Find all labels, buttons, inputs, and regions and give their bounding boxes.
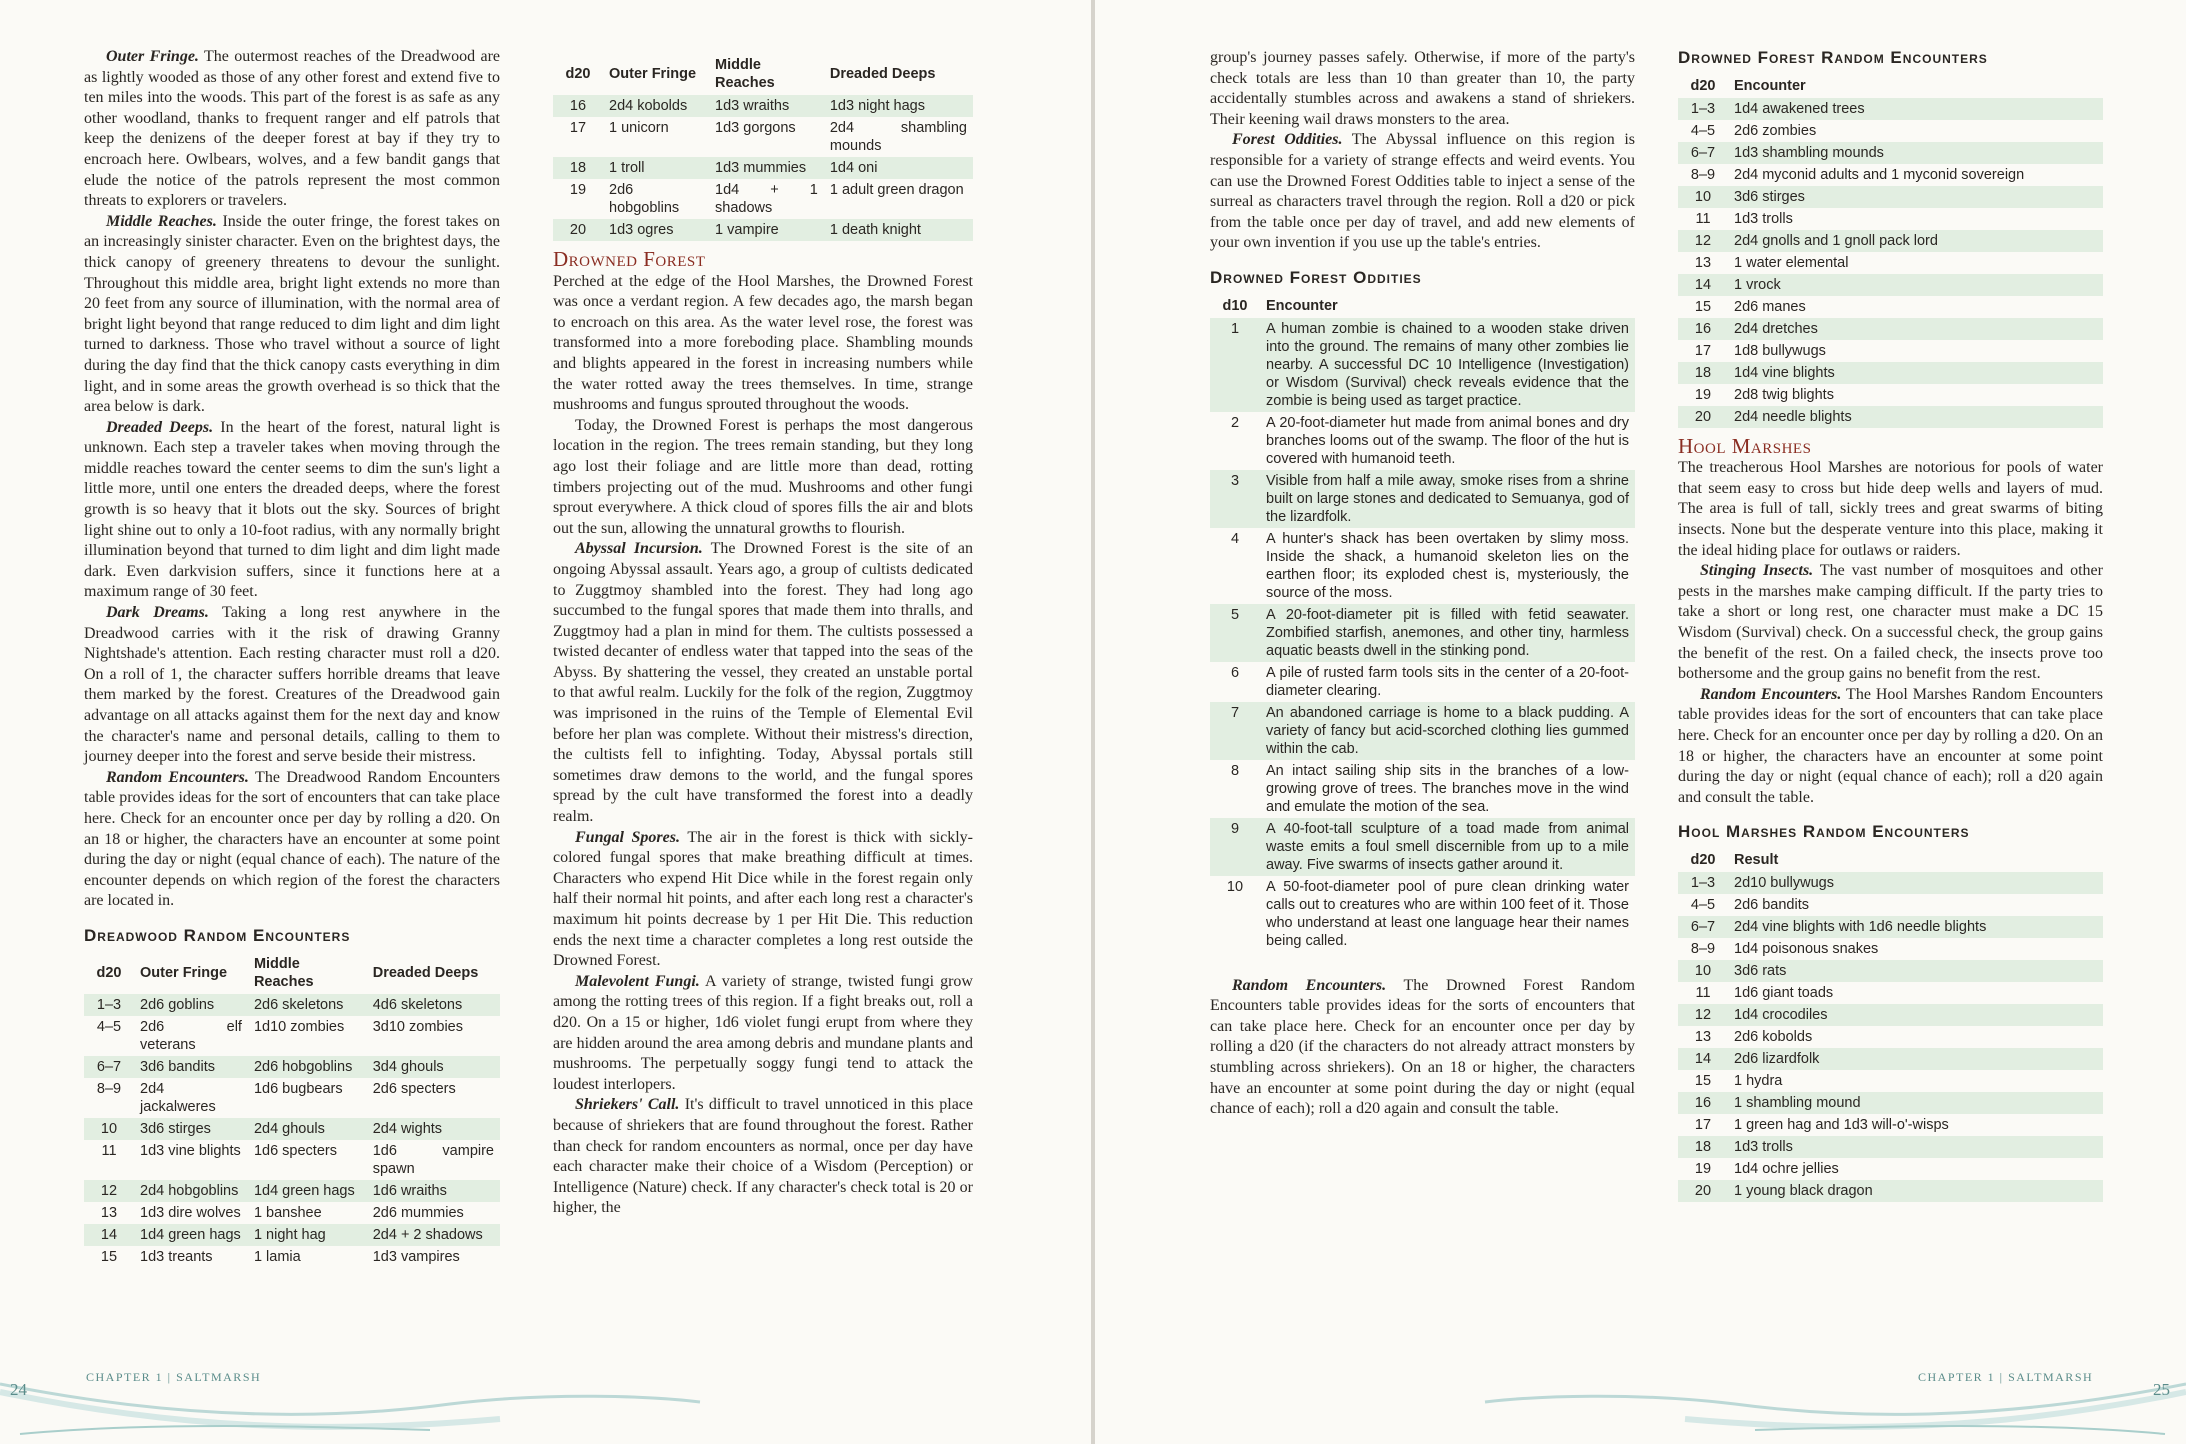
table-row bbox=[1678, 1158, 2103, 1180]
table-row bbox=[1678, 1026, 2103, 1048]
table-cell: 1–3 bbox=[84, 994, 134, 1016]
table-title: Dreadwood Random Encounters bbox=[84, 925, 351, 945]
table-header-cell: d20 bbox=[565, 66, 591, 82]
table-title: Drowned Forest Oddities bbox=[1210, 267, 1422, 287]
table-cell: An abandoned carriage is home to a black pudding. A variety of fancy but acid-scorched clothing lies gummed within the cab. bbox=[1260, 702, 1635, 760]
table-header-cell: Middle Reaches bbox=[253, 955, 314, 990]
table-cell: 2d6 skeletons bbox=[248, 994, 367, 1016]
table-cell: 3d10 zombies bbox=[372, 1018, 463, 1035]
table-row bbox=[553, 219, 973, 241]
table-row bbox=[1210, 412, 1635, 470]
table-cell: 15 bbox=[1694, 1072, 1712, 1089]
paragraph-text: Today, the Drowned Forest is perhaps the most dangerous location in the region. The trees remain standing, but they long ago lost their foliage and are little more than dead, rotting timbers projecting out of the mud. Mushrooms and other fungi sprout everywhere. A thick cloud of spores fills the air and blots out the sun, allowing the unnatural growths to flourish. bbox=[553, 416, 973, 537]
table-cell: 2d4 dretches bbox=[1728, 318, 2103, 340]
run-in-heading: Random Encounters. bbox=[106, 768, 249, 786]
table-row bbox=[1678, 274, 2103, 296]
paragraph bbox=[84, 47, 500, 212]
paragraph bbox=[84, 212, 500, 418]
table-cell: 10 bbox=[84, 1118, 134, 1140]
table-row bbox=[1678, 1070, 2103, 1092]
paragraph bbox=[553, 539, 973, 827]
table-cell: A 20-foot-diameter pit is filled with fetid seawater. Zombified starfish, anemones, and other tiny, harmless aquatic beasts dwell in the stinking pond. bbox=[1260, 604, 1635, 662]
table-cell: 1 lamia bbox=[253, 1248, 301, 1265]
table-row bbox=[84, 1118, 500, 1140]
footer-wave-decoration bbox=[0, 1334, 1091, 1444]
run-in-heading: Malevolent Fungi. bbox=[575, 972, 700, 990]
table-cell: 12 bbox=[1678, 230, 1728, 252]
paragraph bbox=[553, 272, 973, 416]
table-cell: 8–9 bbox=[96, 1080, 122, 1097]
table-cell: 1–3 bbox=[1678, 98, 1728, 120]
table-row bbox=[1678, 384, 2103, 406]
table-row bbox=[553, 117, 973, 157]
table-cell: An intact sailing ship sits in the branches of a low-growing grove of trees. The branches move in the wind and emulate the motion of the sea. bbox=[1266, 762, 1629, 815]
table-cell: A 50-foot-diameter pool of pure clean drinking water calls out to creatures who are within 100 feet of it. Those who understand at least one language hear their names being called. bbox=[1266, 878, 1629, 949]
table-cell: 3d6 stirges bbox=[134, 1118, 248, 1140]
table-row bbox=[1210, 818, 1635, 876]
table-cell: 1d6 bugbears bbox=[253, 1080, 343, 1097]
table-header-cell: Dreaded Deeps bbox=[372, 964, 479, 981]
table-cell: 13 bbox=[1694, 254, 1712, 271]
table-cell: 6–7 bbox=[1678, 916, 1728, 938]
table-cell: 8 bbox=[1230, 762, 1240, 779]
table-row bbox=[1678, 252, 2103, 274]
table-cell: 1 green hag and 1d3 will-o'-wisps bbox=[1734, 1116, 1949, 1133]
table-row bbox=[1210, 604, 1635, 662]
table-cell: 1 night hag bbox=[248, 1224, 367, 1246]
table-cell: 1d4 + 1 shadows bbox=[715, 182, 818, 216]
paragraph-text: The air in the forest is thick with sickly-colored fungal spores that make breathing difficult at times. Characters who expend Hit Dice while in the forest regain only half their normal hit points, and after each long rest a character's maximum hit points decrease by 1 per Hit Die. This reduction ends the next time a character completes a long rest outside the Drowned Forest. bbox=[553, 828, 974, 970]
table-header-cell: d20 bbox=[96, 964, 122, 981]
table-cell: 2d8 twig blights bbox=[1734, 386, 1834, 403]
paragraph-text: The Hool Marshes Random Encounters table provides ideas for the sort of encounters that can take place here. Check for an encounter once per day by rolling a d20. On an 18 or higher, the characters have an encounter at some point during the day or night (equal chance of each); roll a d20 again and consult the table. bbox=[1678, 685, 2104, 806]
table-row bbox=[1210, 318, 1635, 412]
section-title: Hool Marshes bbox=[1678, 433, 1812, 458]
footer-chapter: CHAPTER 1 | SALTMARSH bbox=[1918, 1370, 2094, 1384]
table-row bbox=[1210, 662, 1635, 702]
paragraph-text: In the heart of the forest, natural light is unknown. Each step a traveler takes when moving through the middle reaches toward the center seems to dim the sun's light a little more, until one enters the dreaded deeps, where the forest growth is so heavy that it blots out the sky. Sources of bright light shine out to only a 10-foot radius, with any normally bright illumination beyond that turned to dim light and dim light made dark. Even darkvision suffers, since it functions here at a maximum range of 30 feet. bbox=[84, 418, 501, 601]
table-title: Hool Marshes Random Encounters bbox=[1678, 822, 1970, 842]
table-row bbox=[1678, 1004, 2103, 1026]
table-cell: 14 bbox=[1678, 274, 1728, 296]
table-cell: 1d6 vampire spawn bbox=[372, 1142, 494, 1177]
paragraph-text: It's difficult to travel unnoticed in this place because of shriekers that are found throughout the forest. Rather than check for random encounters as normal, once per day have each character make their choice of a Wisdom (Perception) or Intelligence (Nature) check. If any character's check total is 20 or higher, the bbox=[553, 1096, 974, 1217]
table-row bbox=[84, 1056, 500, 1078]
table-row bbox=[84, 1078, 500, 1118]
table-row bbox=[1210, 876, 1635, 952]
table-header-cell: Dreaded Deeps bbox=[829, 66, 936, 82]
page-number: 24 bbox=[10, 1380, 27, 1399]
run-in-heading: Shriekers' Call. bbox=[575, 1096, 680, 1114]
table-cell: 1d3 treants bbox=[140, 1248, 213, 1265]
table-cell: 1d8 bullywugs bbox=[1734, 342, 1826, 359]
table-cell: 1d3 shambling mounds bbox=[1728, 142, 2103, 164]
table-cell: 1 hydra bbox=[1734, 1072, 1783, 1089]
run-in-heading: Middle Reaches. bbox=[106, 212, 217, 230]
table-cell: 1d6 giant toads bbox=[1734, 984, 1834, 1001]
table-row bbox=[84, 1016, 500, 1056]
table-cell: 2d4 ghouls bbox=[248, 1118, 367, 1140]
table-cell: 6 bbox=[1230, 664, 1240, 681]
table-header-cell: Outer Fringe bbox=[140, 964, 228, 981]
table-cell: 16 bbox=[1678, 318, 1728, 340]
dreadwood-encounters-table bbox=[84, 953, 500, 1268]
table-cell: 1d3 vampires bbox=[372, 1248, 460, 1265]
paragraph bbox=[1678, 685, 2103, 809]
table-row bbox=[1678, 872, 2103, 894]
hool-marshes-encounters-table bbox=[1678, 849, 2103, 1202]
paragraph-text: Perched at the edge of the Hool Marshes, the Drowned Forest was once a verdant region. A few decades ago, the marsh began to encroach on this area. As the water level rose, the forest was transformed into a more foreboding place. Shambling mounds and blights appeared in the forest in increasing numbers while the water rotted away the trees themselves. In time, strange mushrooms and fungus sprouted throughout the woods. bbox=[553, 272, 973, 414]
table-row bbox=[1210, 702, 1635, 760]
table-cell: 7 bbox=[1210, 702, 1260, 760]
table-cell: 18 bbox=[1678, 1136, 1728, 1158]
section-title: Drowned Forest bbox=[553, 247, 706, 271]
right-column-2 bbox=[1678, 48, 2103, 1202]
table-cell: 1d3 ogres bbox=[603, 219, 709, 241]
run-in-heading: Stinging Insects. bbox=[1700, 562, 1814, 580]
paragraph-text: A variety of strange, twisted fungi grow among the rotting trees of this region. If a fight breaks out, roll a d20. On a 15 or higher, 1d6 violet fungi erupt from where they are hidden around the area among debris and mundane plants and mushrooms. The perpetually soggy fungi tend to attack the loudest interlopers. bbox=[553, 972, 973, 1093]
run-in-heading: Fungal Spores. bbox=[575, 828, 680, 846]
table-row bbox=[1678, 208, 2103, 230]
table-header-row bbox=[1210, 295, 1635, 318]
table-row bbox=[1678, 230, 2103, 252]
table-cell: 1d3 night hags bbox=[824, 95, 973, 117]
table-header-cell: Encounter bbox=[1266, 297, 1338, 314]
table-cell: 2d4 jackalweres bbox=[140, 1080, 216, 1115]
table-header-cell: d10 bbox=[1222, 297, 1248, 314]
paragraph-text: The Abyssal influence on this region is responsible for a variety of strange effects and weird events. You can use the Drowned Forest Oddities table to inject a sense of the surreal as characters travel through the region. Roll a d20 or pick from the table once per day of travel, and add new elements of your own invention if you use up the table's entries. bbox=[1210, 131, 1636, 252]
table-row bbox=[84, 1180, 500, 1202]
table-header-row bbox=[1678, 75, 2103, 98]
paragraph bbox=[1210, 976, 1635, 1120]
run-in-heading: Outer Fringe. bbox=[106, 48, 199, 65]
table-cell: 1d3 wraiths bbox=[709, 95, 824, 117]
table-cell: 19 bbox=[1694, 1160, 1712, 1177]
table-cell: 1d3 trolls bbox=[1728, 1136, 2103, 1158]
table-cell: 14 bbox=[1678, 1048, 1728, 1070]
table-cell: 13 bbox=[100, 1204, 118, 1221]
left-page bbox=[0, 0, 1091, 1444]
table-cell: 1d3 dire wolves bbox=[140, 1204, 241, 1221]
table-row bbox=[1678, 296, 2103, 318]
footer-wave-decoration bbox=[1095, 1334, 2186, 1444]
table-cell: A pile of rusted farm tools sits in the center of a 20-foot-diameter clearing. bbox=[1266, 664, 1629, 699]
table-cell: 2d4 gnolls and 1 gnoll pack lord bbox=[1728, 230, 2103, 252]
table-header-cell: Middle Reaches bbox=[715, 57, 775, 91]
table-cell: 1d4 vine blights bbox=[1728, 362, 2103, 384]
table-cell: 8–9 bbox=[1690, 940, 1716, 957]
table-row bbox=[553, 157, 973, 179]
table-cell: 15 bbox=[1694, 298, 1712, 315]
table-cell: 1 death knight bbox=[824, 219, 973, 241]
left-column-2 bbox=[553, 54, 973, 1219]
left-column-1 bbox=[84, 47, 500, 1268]
paragraph bbox=[553, 1095, 973, 1219]
table-cell: 19 bbox=[1694, 386, 1712, 403]
dreadwood-encounters-table-cont bbox=[553, 54, 973, 241]
table-cell: A 40-foot-tall sculpture of a toad made from animal waste emits a foul smell discernible from up to a mile away. Five swarms of insects gather around it. bbox=[1260, 818, 1635, 876]
table-cell: 2d6 hobgoblins bbox=[609, 182, 680, 216]
page-number: 25 bbox=[2153, 1380, 2170, 1399]
footer-chapter: CHAPTER 1 | SALTMARSH bbox=[86, 1370, 262, 1384]
table-cell: 1d4 crocodiles bbox=[1728, 1004, 2103, 1026]
paragraph bbox=[84, 418, 500, 603]
table-cell: 1d10 zombies bbox=[253, 1018, 345, 1035]
table-cell: 20 bbox=[1678, 406, 1728, 428]
table-cell: 2d6 zombies bbox=[1734, 122, 1817, 139]
table-cell: A hunter's shack has been overtaken by slimy moss. Inside the shack, a humanoid skeleton lies on the earthen floor; its exploded chest is, mysteriously, the source of the moss. bbox=[1266, 530, 1629, 601]
table-cell: 10 bbox=[1678, 186, 1728, 208]
table-cell: 6–7 bbox=[1678, 142, 1728, 164]
table-cell: 1d3 mummies bbox=[709, 157, 824, 179]
paragraph bbox=[84, 603, 500, 768]
table-row bbox=[1678, 318, 2103, 340]
paragraph-text: The treacherous Hool Marshes are notorious for pools of water that seem easy to cross but hide deep wells and layers of mud. The area is full of tall, sickly trees and great swarms of biting insects. None but the desperate venture into this place, making it the ideal hiding place for outlaws or raiders. bbox=[1678, 459, 2103, 559]
paragraph-text: The Dreadwood Random Encounters table provides ideas for the sort of encounters that can take place here. Check for an encounter once per day by rolling a d20. On an 18 or higher, the characters have an encounter at some point during the day or night (equal chance of each). The nature of the encounter depends on which region of the forest the characters are located in. bbox=[84, 768, 501, 910]
oddities-table bbox=[1210, 295, 1635, 952]
table-cell: 10 bbox=[1226, 878, 1244, 895]
table-cell: 1 bbox=[1210, 318, 1260, 412]
table-cell: 5 bbox=[1210, 604, 1260, 662]
table-row bbox=[1678, 1136, 2103, 1158]
table-cell: Visible from half a mile away, smoke rises from a shrine built on large stones and dedicated to Semuanya, god of the lizardfolk. bbox=[1260, 470, 1635, 528]
table-header-cell: Encounter bbox=[1734, 77, 1806, 94]
paragraph bbox=[553, 972, 973, 1096]
table-cell: 2d10 bullywugs bbox=[1728, 872, 2103, 894]
paragraph-text: The Drowned Forest Random Encounters table provides ideas for the sorts of encounters that can take place here. Check for an encounter once per day by rolling a d20 (if the characters do not already attract monsters by stumbling across shriekers). On an 18 or higher, the characters have an encounter at some point during the day or night (equal chance of each); roll a d20 again and consult the table. bbox=[1210, 976, 1635, 1118]
table-row bbox=[1678, 916, 2103, 938]
table-row bbox=[1678, 982, 2103, 1004]
table-cell: 2d6 bandits bbox=[1734, 896, 1809, 913]
run-in-heading: Dreaded Deeps. bbox=[106, 418, 214, 436]
run-in-heading: Random Encounters. bbox=[1232, 976, 1387, 994]
table-cell: 1 banshee bbox=[253, 1204, 322, 1221]
table-row bbox=[1678, 362, 2103, 384]
table-cell: 20 bbox=[553, 219, 603, 241]
paragraph-text: Taking a long rest anywhere in the Dreadwood carries with it the risk of drawing Granny Nightshade's attention. Each resting character must roll a d20. On a roll of 1, the character suffers horrible dreams that leave them marked by the forest. Creatures of the Dreadwood gain advantage on all attacks against them for the next day and know the character's name and personal details, calling to them to journey deeper into the forest and serve beside their mistress. bbox=[84, 604, 500, 766]
table-cell: A human zombie is chained to a wooden stake driven into the ground. The remains of many other zombies lie nearby. A successful DC 10 Intelligence (Investigation) or Wisdom (Survival) check reveals evidence that the zombie is being used as target practice. bbox=[1260, 318, 1635, 412]
table-row bbox=[84, 1202, 500, 1224]
table-cell: 17 bbox=[569, 120, 587, 136]
table-cell: 2d4 hobgoblins bbox=[134, 1180, 248, 1202]
table-row bbox=[553, 95, 973, 117]
table-cell: 1 vrock bbox=[1728, 274, 2103, 296]
table-cell: 19 bbox=[569, 182, 587, 198]
table-header-cell: Result bbox=[1734, 851, 1779, 868]
paragraph bbox=[1678, 561, 2103, 685]
paragraph-text: The Drowned Forest is the site of an ongoing Abyssal assault. Years ago, a group of cultists dedicated to Zuggtmoy shambled into the forest. They had long ago succumbed to the fungal spores that made them into thralls, and Zuggtmoy had a plan in mind for them. The cultists possessed a twisted decanter of endless water that tapped into the seas of the Abyss. By shattering the vessel, they created an unstable portal to that awful realm. Luckily for the folk of the region, Zuggtmoy was imprisoned in the ruins of the Temple of Elemental Evil before her plan was complete. Without their mistress's direction, the cultists fell to infighting. Today, Abyssal portals still sometimes draw demons to the world, and the fungal spores spread by the cult have transformed the forest into a deadly realm. bbox=[553, 540, 973, 826]
table-row bbox=[1210, 470, 1635, 528]
table-cell: 4–5 bbox=[96, 1018, 122, 1035]
table-cell: 2d4 kobolds bbox=[603, 95, 709, 117]
table-cell: 13 bbox=[1694, 1028, 1712, 1045]
run-in-heading: Abyssal Incursion. bbox=[575, 540, 703, 558]
drowned-forest-encounters-table bbox=[1678, 75, 2103, 428]
table-header-row bbox=[553, 54, 973, 95]
table-cell: 2d6 specters bbox=[372, 1080, 456, 1097]
table-cell: 1 unicorn bbox=[609, 120, 669, 136]
table-cell: 20 bbox=[1678, 1180, 1728, 1202]
table-row bbox=[1678, 938, 2103, 960]
spacer bbox=[1210, 952, 1635, 976]
table-cell: 1d6 wraiths bbox=[367, 1180, 500, 1202]
table-header-cell: d20 bbox=[1690, 77, 1716, 94]
table-cell: 2d6 elf veterans bbox=[140, 1018, 242, 1053]
run-in-heading: Forest Oddities. bbox=[1232, 131, 1343, 149]
table-cell: 4d6 skeletons bbox=[367, 994, 500, 1016]
paragraph bbox=[1678, 458, 2103, 561]
paragraph-text: The vast number of mosquitoes and other pests in the marshes make camping difficult. If the party tries to take a short or long rest, one character must make a DC 15 Wisdom (Survival) check. On a successful check, the group gains the benefit of the rest. On a failed check, the insects prove too bothersome and the group gains no benefit from the rest. bbox=[1678, 562, 2103, 683]
table-header-row bbox=[1678, 849, 2103, 872]
table-cell: 14 bbox=[84, 1224, 134, 1246]
run-in-heading: Random Encounters. bbox=[1700, 685, 1842, 703]
paragraph bbox=[84, 768, 500, 912]
table-cell: 1d3 vine blights bbox=[140, 1142, 241, 1159]
table-header-row bbox=[84, 953, 500, 994]
table-cell: 3d6 bandits bbox=[134, 1056, 248, 1078]
table-cell: 1d4 green hags bbox=[248, 1180, 367, 1202]
table-cell: 18 bbox=[1678, 362, 1728, 384]
table-cell: 1 water elemental bbox=[1734, 254, 1849, 271]
table-cell: 1 vampire bbox=[709, 219, 824, 241]
table-cell: 16 bbox=[553, 95, 603, 117]
table-cell: 18 bbox=[553, 157, 603, 179]
table-cell: 1d3 trolls bbox=[1734, 210, 1793, 227]
table-cell: 17 bbox=[1694, 1116, 1712, 1133]
right-page bbox=[1095, 0, 2186, 1444]
table-cell: A 20-foot-diameter hut made from animal bones and dry branches looms out of the swamp. The floor of the hut is covered with humanoid teeth. bbox=[1266, 414, 1629, 467]
table-cell: 11 bbox=[1695, 210, 1711, 227]
table-cell: 2d4 shambling mounds bbox=[829, 120, 967, 154]
table-cell: 16 bbox=[1678, 1092, 1728, 1114]
table-cell: 11 bbox=[101, 1142, 117, 1159]
table-row bbox=[1210, 760, 1635, 818]
table-cell: 2d6 lizardfolk bbox=[1728, 1048, 2103, 1070]
table-cell: 2d6 manes bbox=[1734, 298, 1806, 315]
table-row bbox=[1678, 164, 2103, 186]
table-row bbox=[1678, 406, 2103, 428]
table-row bbox=[1210, 528, 1635, 604]
paragraph-text: The outermost reaches of the Dreadwood are as lightly wooded as those of any other forest and extend five to ten miles into the woods. This part of the forest is as safe as any other woodland, thanks to frequent ranger and elf patrols that keep the denizens of the deeper forest at bay if they try to encroach here. Owlbears, wolves, and a few bandit gangs that elude the notice of the patrols represent the most common threats to explorers or travelers. bbox=[84, 48, 501, 210]
paragraph bbox=[553, 828, 973, 972]
table-cell: 2d6 kobolds bbox=[1734, 1028, 1813, 1045]
table-cell: 15 bbox=[100, 1248, 118, 1265]
table-row bbox=[84, 1246, 500, 1268]
table-cell: 11 bbox=[1695, 984, 1711, 1001]
table-cell: 1d4 green hags bbox=[134, 1224, 248, 1246]
table-cell: 8–9 bbox=[1690, 166, 1716, 183]
right-column-1 bbox=[1210, 48, 1635, 1120]
table-header-cell: d20 bbox=[1690, 851, 1716, 868]
run-in-heading: Dark Dreams. bbox=[106, 604, 209, 622]
table-cell: 1 adult green dragon bbox=[829, 182, 964, 198]
table-row bbox=[553, 179, 973, 219]
paragraph bbox=[1210, 130, 1635, 254]
table-header-cell: Outer Fringe bbox=[609, 66, 697, 82]
table-row bbox=[1678, 1048, 2103, 1070]
table-row bbox=[1678, 960, 2103, 982]
paragraph-text: group's journey passes safely. Otherwise, if more of the party's check totals are less than 10 than greater than 10, the party accidentally stumbles across and awakens a stand of shriekers. Their keening wail draws monsters to the area. bbox=[1210, 49, 1635, 128]
table-cell: 1d3 gorgons bbox=[715, 120, 796, 136]
table-row bbox=[1678, 1180, 2103, 1202]
table-cell: 2d6 mummies bbox=[372, 1204, 464, 1221]
table-cell: 1d4 oni bbox=[824, 157, 973, 179]
table-cell: 6–7 bbox=[84, 1056, 134, 1078]
table-row bbox=[1678, 1092, 2103, 1114]
paragraph bbox=[1210, 48, 1635, 130]
table-row bbox=[1678, 120, 2103, 142]
table-row bbox=[1678, 894, 2103, 916]
table-cell: 2d4 needle blights bbox=[1728, 406, 2103, 428]
table-cell: 3 bbox=[1210, 470, 1260, 528]
table-cell: 2d4 myconid adults and 1 myconid sovereign bbox=[1734, 166, 2025, 183]
table-cell: 2d4 + 2 shadows bbox=[367, 1224, 500, 1246]
table-cell: 3d4 ghouls bbox=[367, 1056, 500, 1078]
table-row bbox=[84, 994, 500, 1016]
table-row bbox=[1678, 1114, 2103, 1136]
table-row bbox=[84, 1140, 500, 1180]
table-row bbox=[1678, 98, 2103, 120]
table-cell: 1d4 ochre jellies bbox=[1734, 1160, 1839, 1177]
paragraph-text: Inside the outer fringe, the forest takes on an increasingly sinister character. Even on the brightest days, the thick canopy of greenery threatens to devour the sunlight. Throughout this middle area, bright light extends no more than 20 feet from any source of illumination, with the normal area of bright light beyond that range reduced to dim light and dim light turned to darkness. Those who travel without a source of light during the day find that the thick canopy casts everything in dim light, and in some areas the growth overhead is so thick that the area below is dark. bbox=[84, 212, 501, 416]
table-cell: 2d6 goblins bbox=[134, 994, 248, 1016]
table-row bbox=[1678, 142, 2103, 164]
table-row bbox=[84, 1224, 500, 1246]
table-cell: 4 bbox=[1230, 530, 1240, 547]
table-cell: 3d6 stirges bbox=[1728, 186, 2103, 208]
table-cell: 3d6 rats bbox=[1728, 960, 2103, 982]
table-cell: 10 bbox=[1678, 960, 1728, 982]
table-row bbox=[1678, 186, 2103, 208]
table-cell: 1–3 bbox=[1678, 872, 1728, 894]
table-row bbox=[1678, 340, 2103, 362]
table-cell: 4–5 bbox=[1690, 122, 1716, 139]
table-cell: 2d4 vine blights with 1d6 needle blights bbox=[1728, 916, 2103, 938]
table-cell: 9 bbox=[1210, 818, 1260, 876]
table-cell: 1d4 awakened trees bbox=[1728, 98, 2103, 120]
table-cell: 12 bbox=[84, 1180, 134, 1202]
table-cell: 4–5 bbox=[1690, 896, 1716, 913]
table-cell: 1 young black dragon bbox=[1728, 1180, 2103, 1202]
table-cell: 17 bbox=[1694, 342, 1712, 359]
table-cell: 2d4 wights bbox=[367, 1118, 500, 1140]
table-cell: 12 bbox=[1678, 1004, 1728, 1026]
table-cell: 2d6 hobgoblins bbox=[248, 1056, 367, 1078]
table-title: Drowned Forest Random Encounters bbox=[1678, 48, 1988, 67]
table-cell: 2 bbox=[1230, 414, 1240, 431]
paragraph bbox=[553, 416, 973, 540]
table-cell: 1d4 poisonous snakes bbox=[1734, 940, 1879, 957]
table-cell: 1 troll bbox=[603, 157, 709, 179]
table-cell: 1d6 specters bbox=[253, 1142, 337, 1159]
table-cell: 1 shambling mound bbox=[1728, 1092, 2103, 1114]
